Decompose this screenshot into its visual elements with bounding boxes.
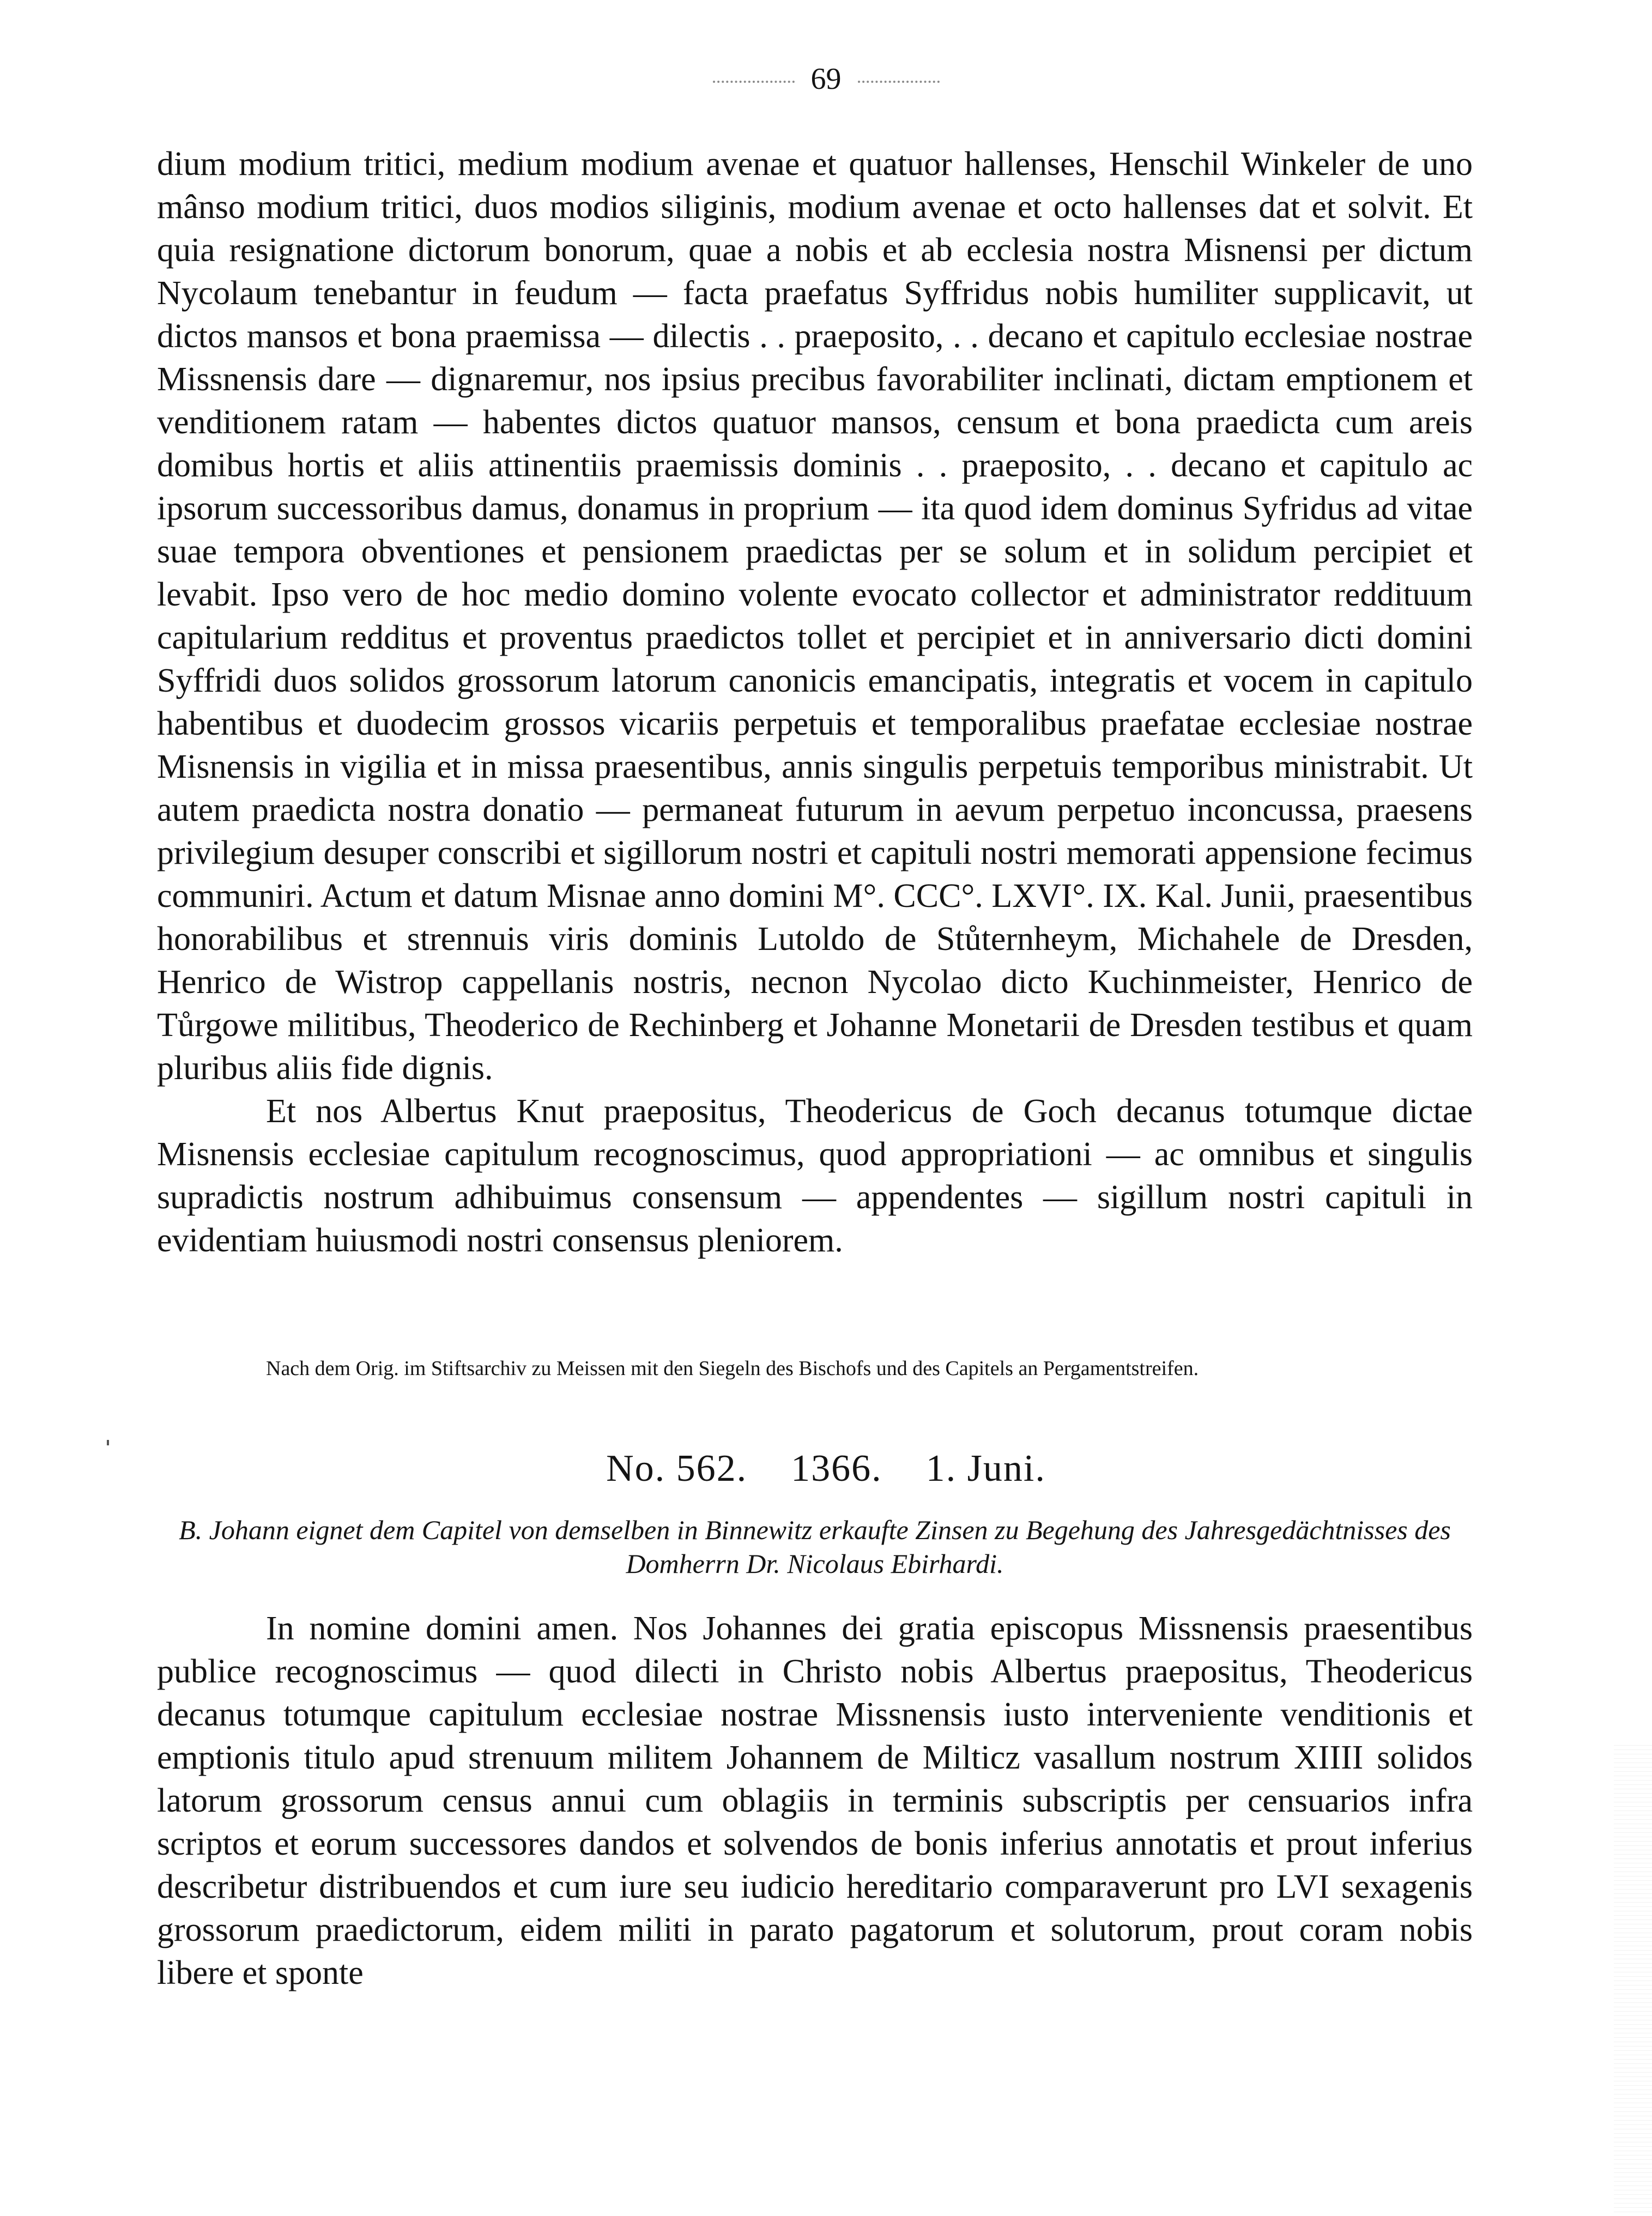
continuation-paragraph: dium modium tritici, medium modium avenae et quatuor hallenses, Henschil Winkeler de uno mânso modium tritici, duos modios siliginis, modium avenae et octo hallenses dat et solvit. Et quia resignatione dictorum bonorum, quae a nobis et ab ecclesia nostra Misnensi per dictum Nycolaum tenebantur in feudum — facta praefatus Syffridus nobis humiliter supplicavit, ut dictos mansos et bona praemissa — dilectis . . praeposito, . . decano et capitulo ecclesiae nostrae Missnensis dare — dignaremur, nos ipsius precibus favorabiliter inclinati, dictam emptionem et venditionem ratam — habentes dictos quatuor mansos, censum et bona praedicta cum areis domibus hortis et aliis attinentiis praemissis dominis . . praeposito, . . decano et capitulo ac ipsorum successoribus damus, donamus in proprium — ita quod idem dominus Syfridus ad vitae suae tempora obventiones et pensionem praedictas per se solum et in solidum percipiet et levabit. Ipso vero de hoc medio domino volente evocato collector et administrator reddituum capitularium redditus et proventus praedictos tollet et percipiet et in anniversario dicti domini Syffridi duos solidos grossorum latorum canonicis emancipatis, integratis et vocem in capitulo habentibus et duodecim grossos vicariis perpetuis et temporalibus praefatae ecclesiae nostrae Misnensis in vigilia et in missa praesentibus, annis singulis perpetuis temporibus ministrabit. Ut autem praedicta nostra donatio — permaneat futurum in aevum perpetuo inconcussa, praesens privilegium desuper conscribi et sigillorum nostri et capituli nostri memorati appensione fecimus communiri. Actum et datum Misnae anno domini M°. CCC°. LXVI°. IX. Kal. Junii, praesentibus honorabilibus et strennuis viris dominis Lutoldo de Stůternheym, Michahele de Dresden, Henrico de Wistrop cappellanis nostris, necnon Nycolao dicto Kuchinmeister, Henrico de Tůrgowe militibus, Theoderico de Rechinberg et Johanne Monetarii de Dresden testibus et quam pluribus aliis fide dignis.: [157, 146, 1473, 1087]
header-rule-right: [858, 81, 940, 83]
continuation-text: [157, 143, 1473, 1262]
document-heading: [0, 1444, 1652, 1493]
document-body-paragraph: In nomine domini amen. Nos Johannes dei gratia episcopus Missnensis praesentibus publice recognoscimus — quod dilecti in Christo nobis Albertus praepositus, Theodericus decanus totumque capitulum ecclesiae nostrae Missnensis iusto interveniente venditionis et emptionis titulo apud strenuum militem Johannem de Milticz vasallum nostrum XIIII solidos latorum grossorum census annui cum oblagiis in terminis subscriptis per censuarios infra scriptos et eorum successores dandos et solvendos de bonis inferius annotatis et prout inferius describetur distribuendos et cum iure seu iudicio hereditario comparaverunt pro LVI sexagenis grossorum praedictorum, eidem militi in parato pagatorum et solutorum, prout coram nobis libere et sponte: [157, 1610, 1473, 1991]
source-note: Nach dem Orig. im Stiftsarchiv zu Meissen mit den Siegeln des Bischofs und des Capitels an Pergamentstreifen.: [266, 1357, 1199, 1380]
document-date: 1. Juni.: [925, 1448, 1046, 1490]
document-body: [157, 1607, 1473, 1995]
document-number: No. 562.: [606, 1448, 748, 1490]
page-number: 69: [810, 62, 842, 96]
document-regest: B. Johann eignet dem Capitel von demselben in Binnewitz erkaufte Zinsen zu Begehung des Jahresgedächtnisses des Domherrn Dr. Nicolaus Ebirhardi.: [179, 1515, 1451, 1579]
scan-edge-noise: [1614, 1744, 1652, 2216]
header-rule-left: [713, 81, 795, 83]
document-year: 1366.: [791, 1448, 882, 1490]
page-number-header: [0, 60, 1652, 98]
consent-paragraph: Et nos Albertus Knut praepositus, Theodericus de Goch decanus totumque dictae Misnensis ecclesiae capitulum recognoscimus, quod appropriationi — ac omnibus et singulis supradictis nostrum adhibuimus consensum — appendentes — sigillum nostri capituli in evidentiam huiusmodi nostri consensus pleniorem.: [157, 1093, 1473, 1259]
